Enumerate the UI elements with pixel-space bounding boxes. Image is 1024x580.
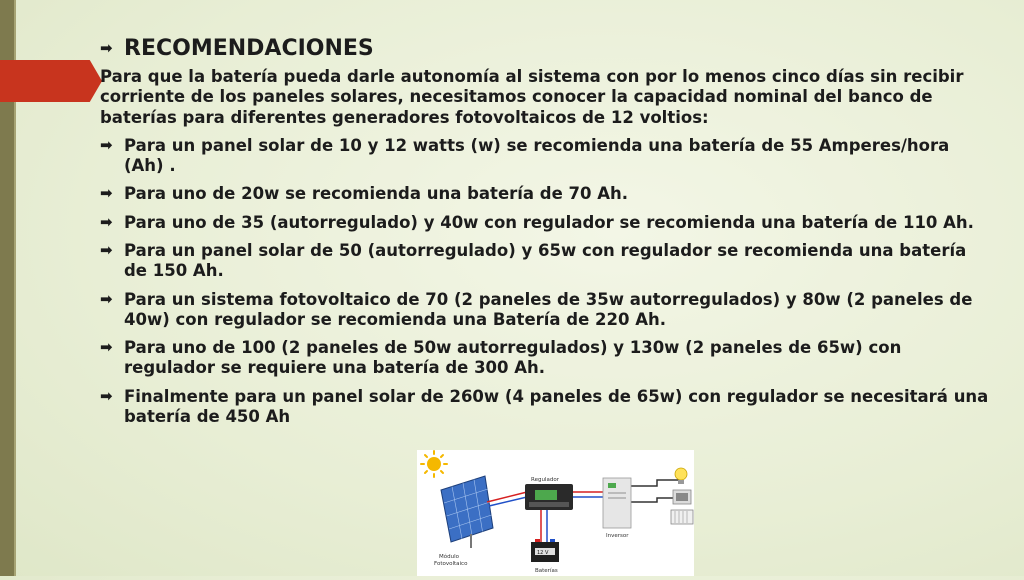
- bullet-item: [100, 136, 990, 177]
- bullet-text: Finalmente para un panel solar de 260w (4 paneles de 65w) con regulador se necesitará una batería de 450 Ah: [124, 386, 989, 426]
- bullet-item: [100, 184, 990, 204]
- right-arrow-icon: ➡: [100, 338, 113, 357]
- bullet-text: Para un panel solar de 10 y 12 watts (w) se recomienda una batería de 55 Amperes/hora (Ah) .: [124, 135, 950, 176]
- radiator-icon: [671, 510, 693, 524]
- bullet-item: [100, 387, 990, 428]
- inverter-icon: [603, 478, 631, 528]
- right-arrow-icon: ➡: [100, 135, 113, 154]
- appliance-icon: [673, 490, 691, 504]
- battery-voltage: 12 V: [537, 550, 549, 556]
- light-bulb-icon: [675, 468, 687, 484]
- bullet-text: Para uno de 20w se recomienda una batería de 70 Ah.: [124, 184, 629, 204]
- bullet-item: [100, 213, 990, 233]
- sun-icon: [421, 451, 447, 477]
- module-label-line2: Fotovoltaico: [434, 561, 468, 567]
- bullet-item: [100, 290, 990, 331]
- right-arrow-icon: ➡: [100, 212, 113, 231]
- bullet-text: Para un panel solar de 50 (autorregulado) y 65w con regulador se recomienda una batería de 150 Ah.: [124, 240, 967, 281]
- regulator-label: Regulador: [531, 477, 559, 483]
- solar-system-diagram: [417, 450, 694, 576]
- red-accent-tab: [0, 60, 102, 102]
- right-arrow-icon: ➡: [100, 184, 113, 203]
- regulator-icon: [525, 484, 573, 510]
- bullet-text: Para un sistema fotovoltaico de 70 (2 paneles de 35w autorregulados) y 80w (2 paneles de 40w) con regulador se recomienda una Batería de 220 Ah.: [124, 289, 973, 329]
- right-arrow-icon: ➡: [100, 386, 113, 405]
- module-label: Módulo: [439, 554, 459, 560]
- bullet-item: [100, 241, 990, 282]
- slide-content: [100, 36, 990, 435]
- bullet-text: Para uno de 35 (autorregulado) y 40w con regulador se recomienda una batería de 110 Ah.: [124, 212, 974, 232]
- intro-paragraph: Para que la batería pueda darle autonomía al sistema con por lo menos cinco días sin recibir corriente de los paneles solares, necesitamos conocer la capacidad nominal del banco de baterías para diferentes generadores fotovoltaicos de 12 voltios:: [100, 67, 964, 127]
- right-arrow-icon: ➡: [100, 39, 113, 58]
- bullet-item: [100, 338, 990, 379]
- slide-heading: [100, 36, 990, 61]
- battery-label: Baterías: [535, 568, 558, 574]
- heading-text: RECOMENDACIONES: [124, 36, 374, 61]
- bullet-text: Para uno de 100 (2 paneles de 50w autorregulados) y 130w (2 paneles de 65w) con regulador se requiere una batería de 300 Ah.: [124, 338, 902, 378]
- right-arrow-icon: ➡: [100, 289, 113, 308]
- right-arrow-icon: ➡: [100, 240, 113, 259]
- inverter-label: Inversor: [606, 533, 629, 539]
- solar-panel-icon: [441, 476, 493, 548]
